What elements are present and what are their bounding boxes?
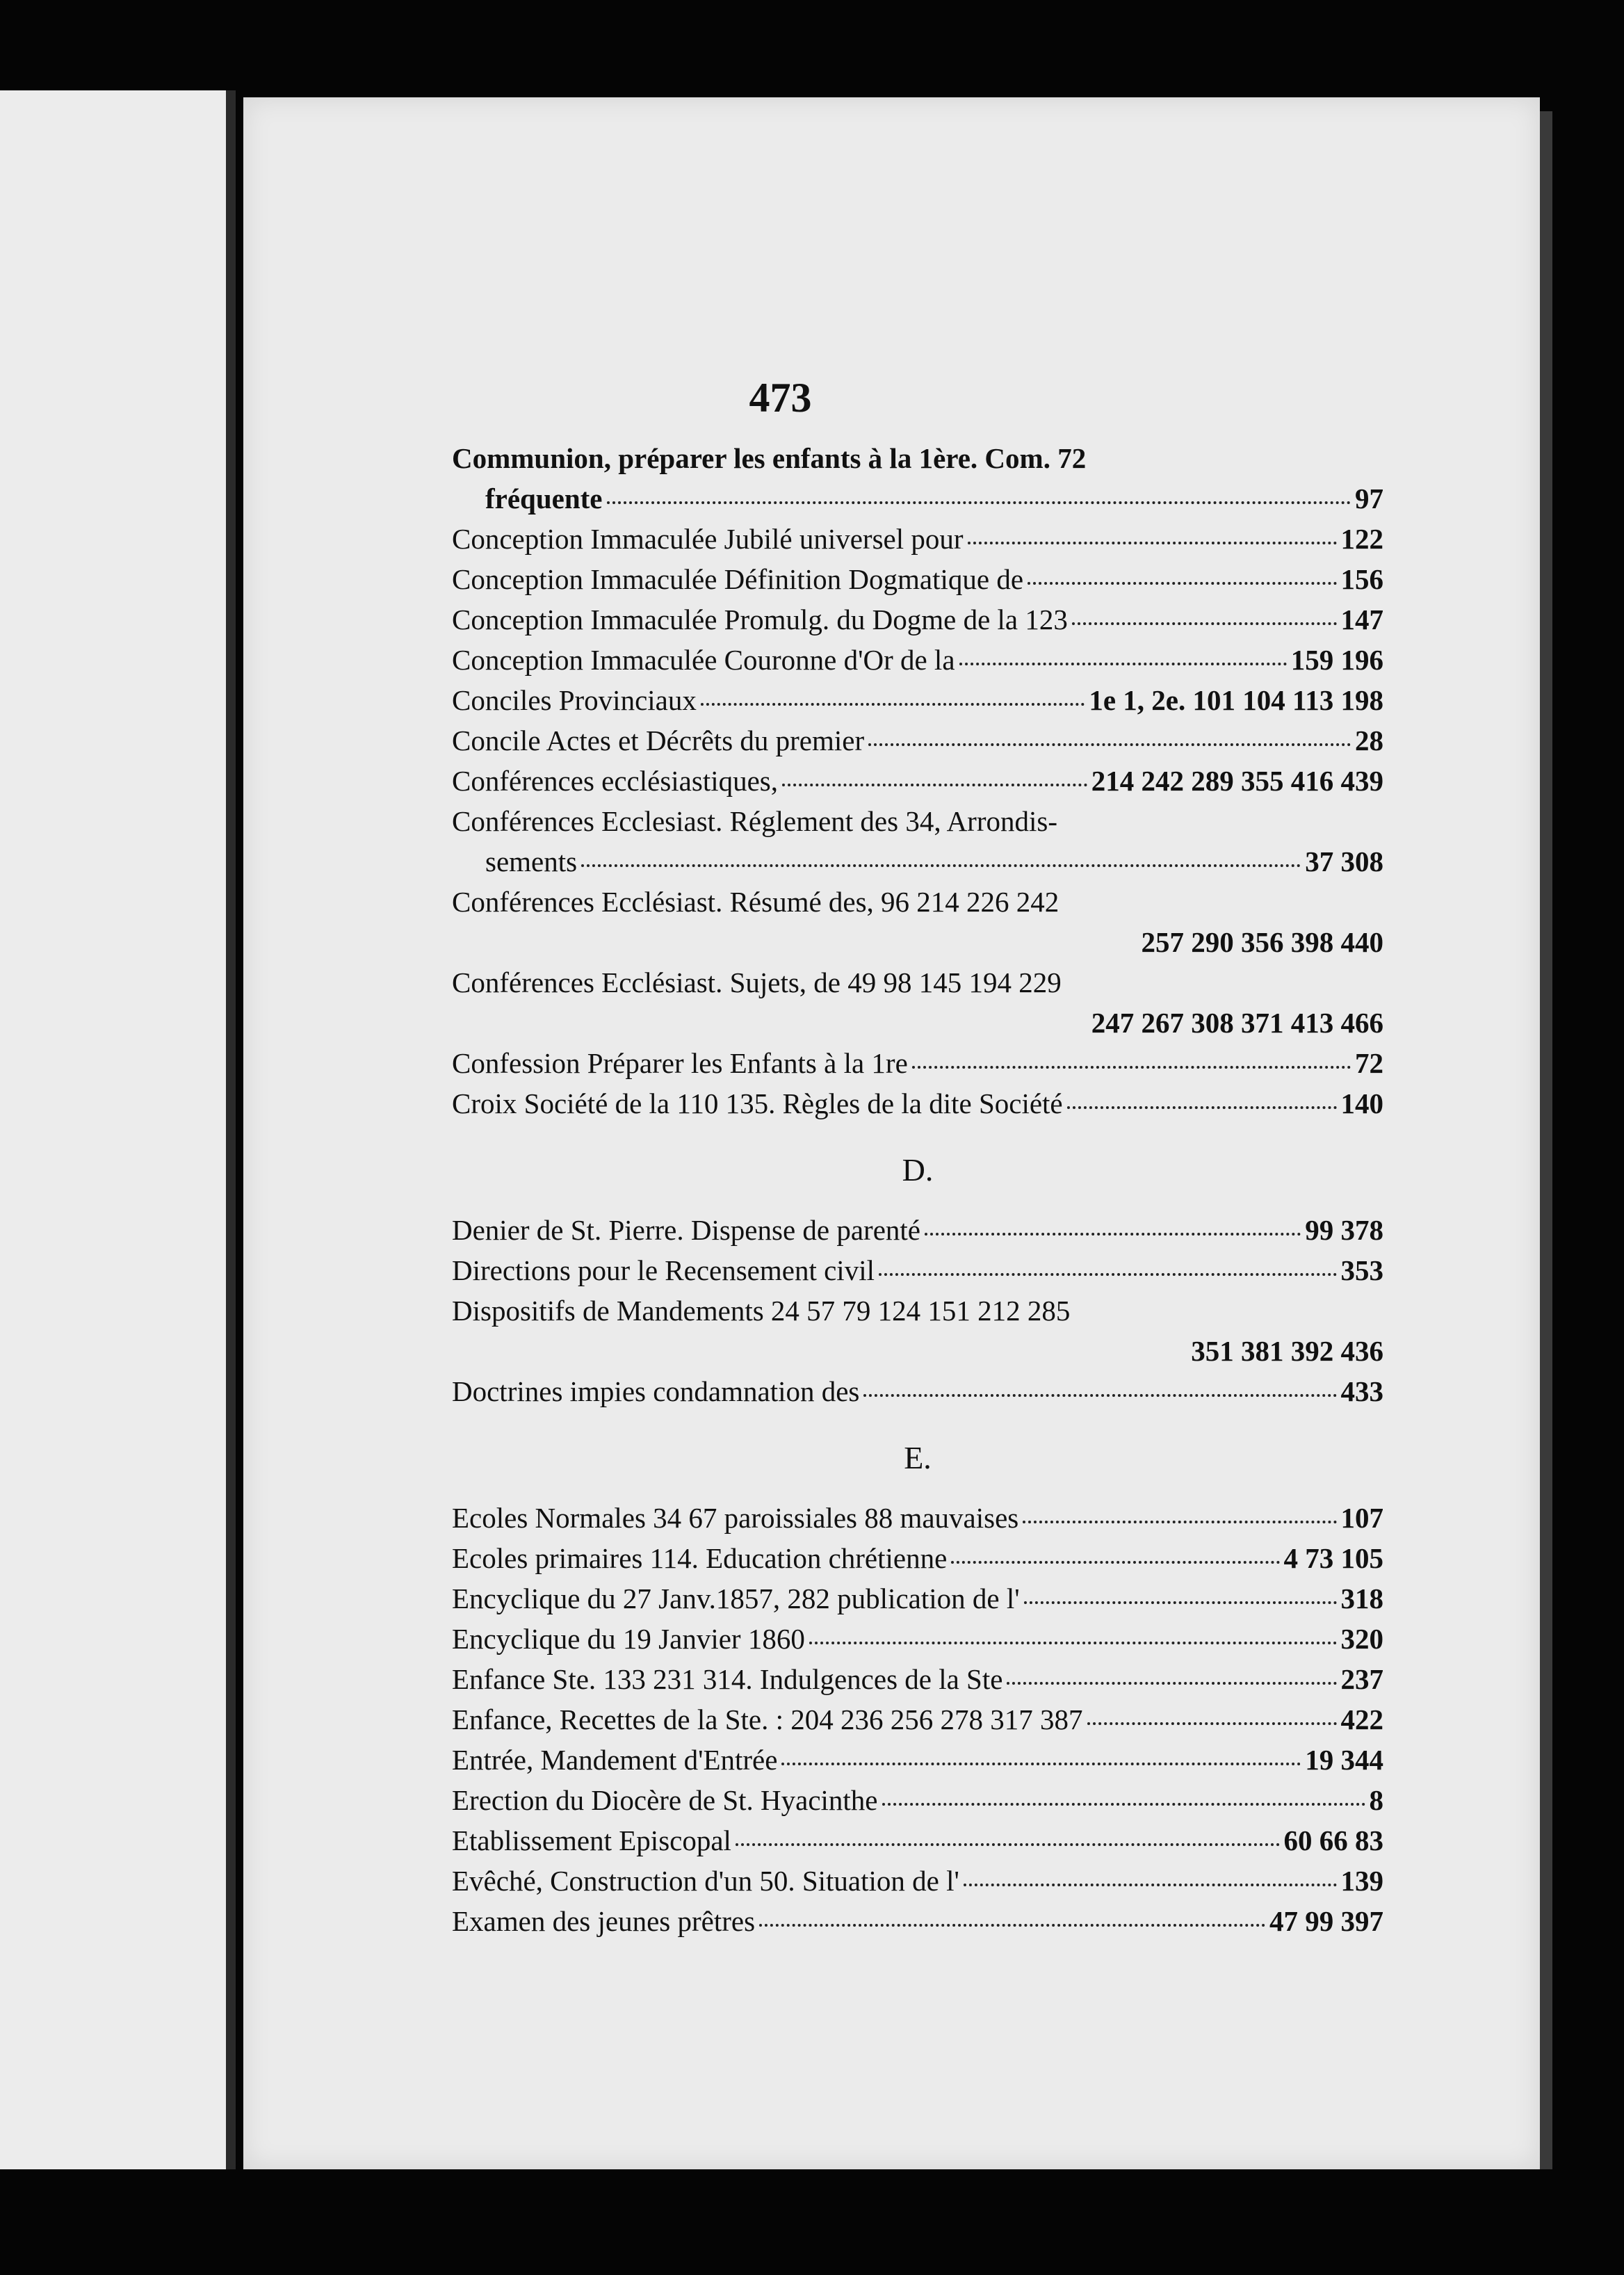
entry-pages: 47 99 397 — [1269, 1905, 1383, 1937]
entry-pages: 28 — [1355, 724, 1383, 756]
entry-label: Conception Immaculée Jubilé universel pour — [452, 523, 964, 555]
dot-leader — [1067, 1106, 1337, 1109]
entry-label: Conception Immaculée Promulg. du Dogme de la 123 — [452, 604, 1068, 635]
entry-pages: 37 308 — [1305, 845, 1383, 877]
entry-pages: 97 — [1355, 483, 1383, 515]
index-entry — [452, 1043, 1383, 1083]
dot-leader — [781, 1763, 1301, 1765]
entry-pages: 318 — [1340, 1582, 1383, 1614]
entry-pages: 156 — [1340, 563, 1383, 595]
entry-pages: 214 242 289 355 416 439 — [1091, 765, 1383, 797]
entry-label: Entrée, Mandement d'Entrée — [452, 1744, 778, 1776]
index-entry — [452, 962, 1383, 1003]
index-entry — [452, 559, 1383, 599]
entry-label: Croix Société de la 110 135. Règles de la dite Société — [452, 1087, 1063, 1119]
entry-pages: 140 — [1340, 1087, 1383, 1119]
entry-pages: 139 — [1340, 1865, 1383, 1897]
entry-label: Etablissement Episcopal — [452, 1824, 731, 1856]
dot-leader — [1007, 1682, 1336, 1685]
entry-label: Conférences Ecclésiast. Sujets, de 49 98 145 194 229 — [452, 966, 1062, 998]
index-entry — [452, 1210, 1383, 1250]
index-entry — [452, 1901, 1383, 1941]
entry-label: fréquente — [485, 483, 603, 515]
dot-leader — [964, 1884, 1337, 1886]
page-edge-shadow — [1540, 111, 1552, 2169]
entry-pages: 99 378 — [1305, 1214, 1383, 1246]
entry-pages: 8 — [1369, 1784, 1383, 1816]
entry-label: Conception Immaculée Définition Dogmatique de — [452, 563, 1024, 595]
entry-pages: 147 — [1340, 604, 1383, 635]
entry-pages: 107 — [1340, 1502, 1383, 1534]
entry-pages: 320 — [1340, 1623, 1383, 1655]
index-entry — [452, 599, 1383, 640]
index-entry — [452, 1861, 1383, 1901]
dot-leader — [868, 743, 1351, 746]
entry-pages: 353 — [1340, 1254, 1383, 1286]
index-entry — [452, 1003, 1383, 1043]
entry-label: Conception Immaculée Couronne d'Or de la — [452, 644, 955, 676]
entry-label: Ecoles primaires 114. Education chrétienne — [452, 1542, 948, 1574]
entry-label: Conférences Ecclésiast. Résumé des, 96 214 226 242 — [452, 886, 1059, 918]
entry-pages: 247 267 308 371 413 466 — [1091, 1007, 1383, 1039]
entry-pages: 1e 1, 2e. 101 104 113 198 — [1089, 684, 1383, 716]
book-page — [243, 97, 1540, 2169]
index-entry — [452, 720, 1383, 761]
index-entry — [452, 519, 1383, 559]
entry-label: Examen des jeunes prêtres — [452, 1905, 756, 1937]
entry-label: Concile Actes et Décrêts du premier — [452, 724, 865, 756]
entry-label: Conciles Provinciaux — [452, 684, 697, 716]
index-entry — [452, 1331, 1383, 1371]
entry-pages: 4 73 105 — [1283, 1542, 1383, 1574]
page-number: 473 — [749, 375, 812, 421]
entry-label: Conférences ecclésiastiques, — [452, 765, 779, 797]
index-entry — [452, 1699, 1383, 1740]
index-entry — [452, 1780, 1383, 1820]
entry-label: Enfance Ste. 133 231 314. Indulgences de la Ste — [452, 1663, 1003, 1695]
index-entry — [452, 922, 1383, 962]
dot-leader — [1024, 1601, 1337, 1604]
index-entry — [452, 1619, 1383, 1659]
entry-pages: 351 381 392 436 — [1191, 1335, 1383, 1367]
dot-leader — [701, 703, 1085, 706]
index-section-e — [452, 1498, 1383, 1941]
index-entry — [452, 438, 1383, 478]
index-entry — [452, 1498, 1383, 1538]
dot-leader — [925, 1233, 1301, 1236]
dot-leader — [1087, 1722, 1337, 1725]
index-entry — [452, 1371, 1383, 1411]
entry-label: Communion, préparer les enfants à la 1ère. Com. 72 — [452, 442, 1087, 474]
entry-label: Directions pour le Recensement civil — [452, 1254, 875, 1286]
section-letter-e: E. — [904, 1440, 932, 1475]
index-entry — [452, 1290, 1383, 1331]
entry-pages: 159 196 — [1290, 644, 1383, 676]
dot-leader — [912, 1066, 1351, 1069]
entry-pages: 122 — [1340, 523, 1383, 555]
dot-leader — [863, 1394, 1336, 1397]
index-entry — [452, 1083, 1383, 1124]
entry-label: Confession Préparer les Enfants à la 1re — [452, 1047, 908, 1079]
entry-label: Erection du Diocère de St. Hyacinthe — [452, 1784, 878, 1816]
index-entry — [452, 640, 1383, 680]
dot-leader — [882, 1803, 1365, 1806]
entry-pages: 19 344 — [1305, 1744, 1383, 1776]
entry-label: Encyclique du 19 Janvier 1860 — [452, 1623, 805, 1655]
entry-label: Ecoles Normales 34 67 paroissiales 88 mauvaises — [452, 1502, 1019, 1534]
dot-leader — [1072, 622, 1337, 625]
dot-leader — [959, 663, 1287, 665]
dot-leader — [607, 501, 1351, 504]
index-entry — [452, 478, 1383, 519]
index-section-d — [452, 1210, 1383, 1411]
dot-leader — [782, 784, 1087, 786]
entry-label: Doctrines impies condamnation des — [452, 1375, 860, 1407]
section-letter-d: D. — [902, 1152, 934, 1188]
dot-leader — [759, 1924, 1265, 1927]
entry-pages: 257 290 356 398 440 — [1141, 926, 1383, 958]
index-entry — [452, 841, 1383, 882]
index-entry — [452, 801, 1383, 841]
index-entry — [452, 1578, 1383, 1619]
index-entry — [452, 1740, 1383, 1780]
entry-label: Dispositifs de Mandements 24 57 79 124 151 212 285 — [452, 1295, 1071, 1327]
entry-pages: 60 66 83 — [1283, 1824, 1383, 1856]
entry-pages: 237 — [1340, 1663, 1383, 1695]
index-entry — [452, 1538, 1383, 1578]
dot-leader — [809, 1642, 1337, 1644]
index-entry — [452, 680, 1383, 720]
entry-pages: 422 — [1340, 1703, 1383, 1735]
dot-leader — [581, 864, 1301, 867]
dot-leader — [1023, 1521, 1336, 1523]
dot-leader — [951, 1561, 1279, 1564]
index-entry — [452, 1659, 1383, 1699]
entry-label: Enfance, Recettes de la Ste. : 204 236 256 278 317 387 — [452, 1703, 1083, 1735]
dot-leader — [879, 1273, 1337, 1276]
dot-leader — [1028, 582, 1336, 585]
index-section-c — [452, 438, 1383, 1124]
entry-label: Encyclique du 27 Janv.1857, 282 publication de l' — [452, 1582, 1020, 1614]
dot-leader — [968, 542, 1337, 544]
entry-label: Denier de St. Pierre. Dispense de parenté — [452, 1214, 920, 1246]
entry-label: sements — [485, 845, 578, 877]
index-entry — [452, 761, 1383, 801]
index-entry — [452, 1820, 1383, 1861]
entry-label: Evêché, Construction d'un 50. Situation de l' — [452, 1865, 959, 1897]
index-entry — [452, 882, 1383, 922]
dot-leader — [736, 1843, 1280, 1846]
entry-pages: 433 — [1340, 1375, 1383, 1407]
index-entry — [452, 1250, 1383, 1290]
entry-label: Conférences Ecclesiast. Réglement des 34, Arrondis- — [452, 805, 1057, 837]
entry-pages: 72 — [1355, 1047, 1383, 1079]
index-content — [452, 438, 1383, 1941]
